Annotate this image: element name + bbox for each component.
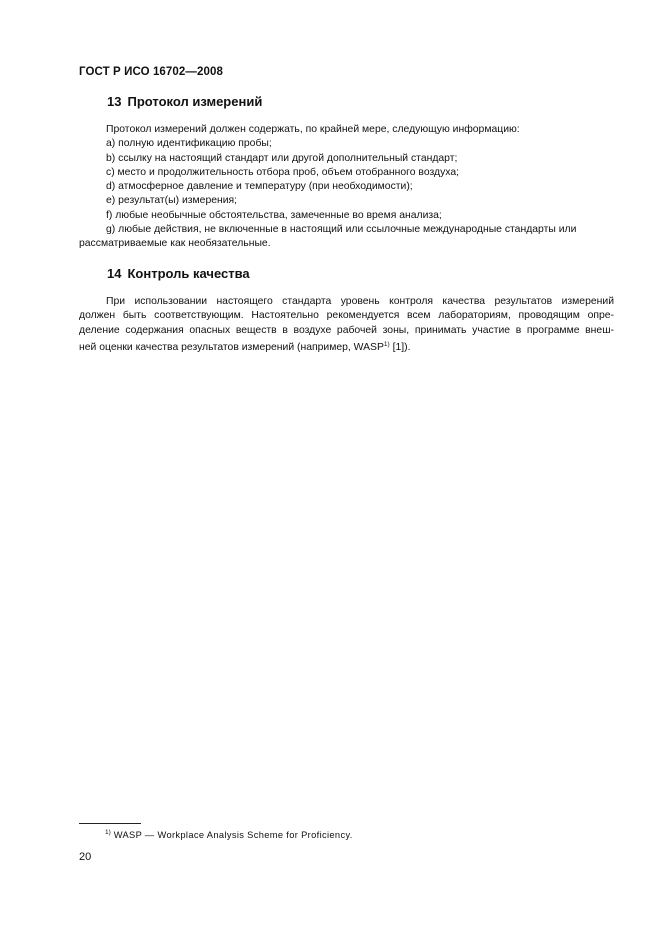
section-14-body <box>79 295 614 355</box>
paragraph-line: При использовании настоящего стандарта уровень контроля качества результатов измерений <box>106 296 614 307</box>
list-item-continuation: рассматриваемые как необязательные. <box>79 238 271 250</box>
section-14-heading <box>107 266 250 281</box>
list-item: b) ссылку на настоящий стандарт или другой дополнительный стандарт; <box>106 152 458 164</box>
list-item: d) атмосферное давление и температуру (при необходимости); <box>106 181 413 193</box>
paragraph-line: деление содержания опасных веществ в воздухе рабочей зоны, принимать участие в программе внеш- <box>79 324 614 336</box>
section-13-title: Протокол измерений <box>127 94 263 109</box>
paragraph-text: [1]). <box>389 341 411 353</box>
section-14-number: 14 <box>107 266 122 281</box>
footnote-reference: 1) <box>383 340 390 348</box>
footnote-text: WASP — Workplace Analysis Scheme for Proficiency. <box>110 830 353 840</box>
page-number: 20 <box>79 851 92 863</box>
section-14-title: Контроль качества <box>127 266 250 281</box>
paragraph-last-line <box>79 338 614 355</box>
section-13-body <box>79 123 614 252</box>
footnote <box>105 829 353 840</box>
document-header: ГОСТ Р ИСО 16702—2008 <box>79 66 224 78</box>
section-13-number: 13 <box>107 94 122 109</box>
footnote-separator <box>79 823 141 824</box>
paragraph-text: ней оценки качества результатов измерений (например, WASP <box>79 341 384 353</box>
footnote-marker: 1) <box>105 829 111 836</box>
list-item: f) любые необычные обстоятельства, замеченные во время анализа; <box>106 209 442 221</box>
list-item: e) результат(ы) измерения; <box>106 195 238 207</box>
paragraph-line: должен быть соответствующим. Настоятельно рекомендуется всем лабораториям, проводящим опре- <box>79 310 614 322</box>
list-item: c) место и продолжительность отбора проб, объем отобранного воздуха; <box>106 166 460 178</box>
list-item: g) любые действия, не включенные в настоящий или ссылочные международные стандарты или <box>106 224 577 236</box>
list-item: a) полную идентификацию пробы; <box>106 138 272 150</box>
section-13-intro: Протокол измерений должен содержать, по крайней мере, следующую информацию: <box>106 124 520 135</box>
section-13-heading <box>107 94 262 109</box>
